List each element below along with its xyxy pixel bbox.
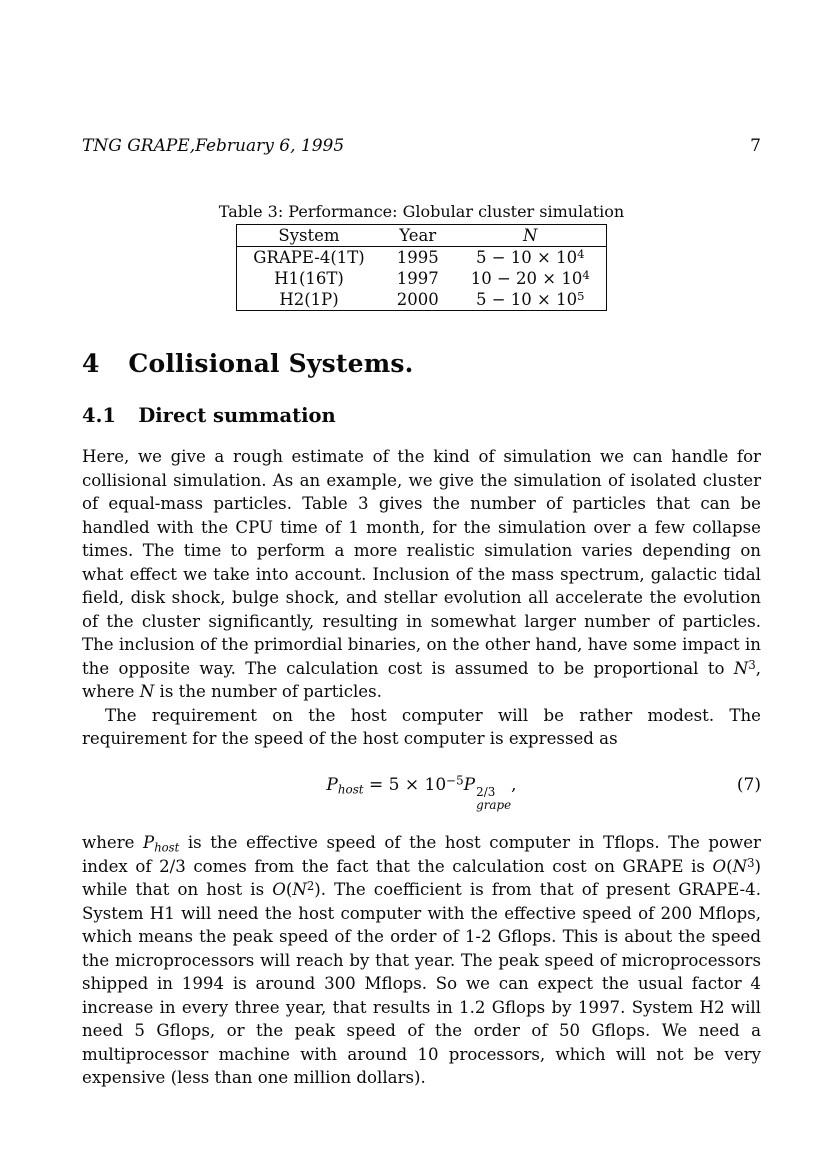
eq-lhs-sub: host: [337, 782, 364, 797]
cell-year: 2000: [396, 290, 439, 309]
table-row: [237, 247, 606, 269]
eq-rhs-sup: 2/3: [476, 785, 496, 800]
paragraph-2: The requirement on the host computer will be rather modest. The requirement for the speed of the host computer is expressed as: [82, 705, 761, 748]
eq-rhs-scripts: [476, 786, 511, 811]
cell-year: 1997: [396, 269, 439, 288]
performance-table: [236, 224, 606, 311]
cell-system: H1(16T): [274, 269, 344, 288]
eq-lhs: P: [326, 774, 338, 795]
page-header: [82, 136, 761, 156]
cell-system: H2(1P): [279, 290, 339, 309]
running-title: TNG GRAPE,February 6, 1995: [82, 136, 345, 156]
paragraph-3: where $P_{host}$ is the effective speed of the host computer in Tflops. The power index of 2/3 comes from the fact that the calculation cost on GRAPE is $O(N^3)$ while that on host is $O(N^2)$. The coefficient is from that of present GRAPE-4. System H1 will need the host computer with the effective speed of 200 Mflops, which means the peak speed of the order of 1-2 Gflops. This is about the speed the microprocessors will reach by that year. The peak speed of microprocessors shipped in 1994 is around 300 Mflops. So we can expect the usual factor 4 increase in every three year, that results in 1.2 Gflops by 1997. System H2 will need 5 Gflops, or the peak speed of the order of 50 Gflops. We need a multiprocessor machine with around 10 processors, which will not be very expensive (less than one million dollars).: [82, 833, 761, 1088]
eq-exponent: −5: [446, 773, 464, 788]
equation-number: (7): [736, 774, 761, 795]
cell-n: $5 - 10 \times 10^4$: [475, 246, 585, 267]
cell-n: $5 - 10 \times 10^5$: [475, 288, 585, 309]
eq-trailing-comma: ,: [511, 774, 517, 795]
eq-rhs: P: [463, 774, 476, 795]
cell-n: $10 - 20 \times 10^4$: [470, 267, 590, 288]
subsection-number: 4.1: [82, 404, 116, 427]
section-number: 4: [82, 349, 100, 378]
cell-year: 1995: [396, 248, 439, 267]
subsection-heading: [82, 404, 761, 427]
eq-rhs-sub: grape: [476, 797, 512, 812]
subsection-title: Direct summation: [138, 404, 336, 427]
cell-system: GRAPE-4(1T): [253, 248, 365, 267]
page-number: 7: [750, 136, 761, 156]
col-header-year: Year: [381, 225, 455, 247]
equation-7: [82, 773, 761, 812]
table-caption: Table 3: Performance: Globular cluster simulation: [218, 202, 625, 221]
table-block: [82, 202, 761, 311]
table-row: [237, 268, 606, 289]
section-title: Collisional Systems.: [128, 349, 414, 378]
col-header-n: N: [455, 225, 606, 247]
eq-mid: = 5 × 10: [363, 774, 447, 795]
col-header-system: System: [237, 225, 381, 247]
table-row: [237, 289, 606, 311]
table-header-row: [237, 225, 606, 247]
equation-formula: [326, 773, 517, 812]
paragraph-1: Here, we give a rough estimate of the kind of simulation we can handle for collisional simulation. As an example, we give the simulation of isolated cluster of equal-mass particles. Table 3 gives the number of particles that can be handled with the CPU time of 1 month, for the simulation over a few collapse times. The time to perform a more realistic simulation varies depending on what effect we take into account. Inclusion of the mass spectrum, galactic tidal field, disk shock, bulge shock, and stellar evolution all accelerate the evolution of the cluster significantly, resulting in somewhat larger number of particles. The inclusion of the primordial binaries, on the other hand, have some impact in the opposite way. The calculation cost is assumed to be proportional to $N^3$, where N is the number of particles.: [82, 447, 761, 701]
section-heading: [82, 349, 761, 378]
